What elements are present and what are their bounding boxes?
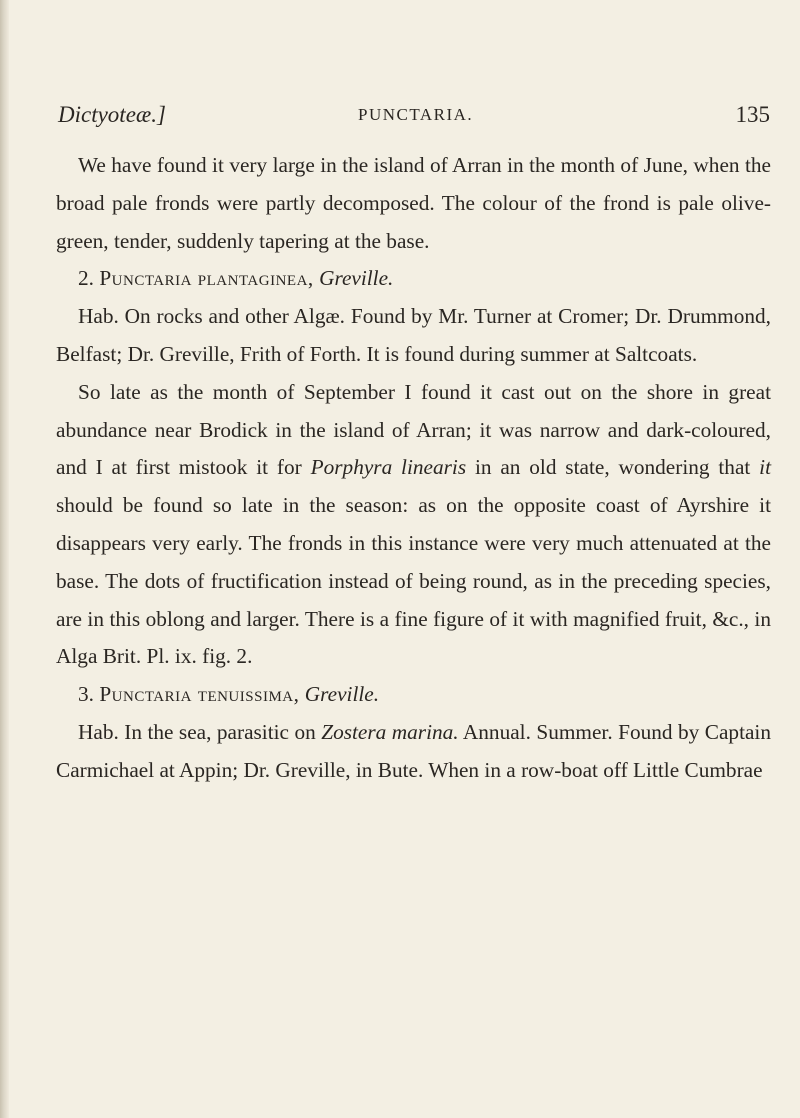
species-authority: Greville. (304, 682, 380, 707)
species-heading-2 (56, 260, 771, 298)
text-run: Annual. Summer. Found by Captain Carmichael at Appin; Dr. Greville, in Bute. When in a row-boat off Little Cumbrae (56, 719, 771, 782)
emphasis: it (759, 455, 771, 480)
species-reference: Porphyra linearis (310, 455, 467, 480)
species-number: 2. (78, 266, 94, 291)
paragraph-habitat-2: Hab. On rocks and other Algæ. Found by Mr. Turner at Cromer; Dr. Drummond, Belfast; Dr. Greville, Frith of Forth. It is found during summer at Saltcoats. (56, 304, 771, 366)
running-head-section: Dictyoteæ.] (58, 102, 166, 127)
page-edge-shadow (0, 0, 9, 1118)
running-header (58, 102, 770, 138)
running-head-title: PUNCTARIA. (358, 105, 474, 124)
text-run: So late as the month of September I found it cast out on the shore in great abundance near Brodick in the island of Arran; it was narrow and dark-coloured, and I at first mistook it for (56, 379, 771, 480)
text-run: Hab. In the sea, parasitic on (78, 719, 316, 744)
species-name: Punctaria plantaginea, (99, 266, 314, 291)
paragraph-habitat-3 (56, 714, 771, 790)
species-name: Punctaria tenuissima, (99, 682, 300, 707)
page-number: 135 (735, 102, 770, 127)
species-authority: Greville. (319, 266, 394, 291)
text-run: in an old state, wondering that (474, 455, 751, 480)
body-text (56, 147, 771, 790)
paragraph-1: We have found it very large in the island of Arran in the month of June, when the broad pale fronds were partly decomposed. The colour of the frond is pale olive-green, tender, suddenly tapering at the base. (56, 153, 771, 253)
species-number: 3. (78, 682, 94, 707)
species-heading-3 (56, 676, 771, 714)
paragraph-observation (56, 374, 771, 676)
host-species: Zostera marina. (321, 719, 459, 744)
text-run: should be found so late in the season: as on the opposite coast of Ayrshire it disappears very early. The fronds in this instance were very much attenuated at the base. The dots of fructification instead of being round, as in the preceding species, are in this oblong and larger. There is a fine figure of it with magnified fruit, &c., in Alga Brit. Pl. ix. fig. 2. (56, 493, 771, 669)
